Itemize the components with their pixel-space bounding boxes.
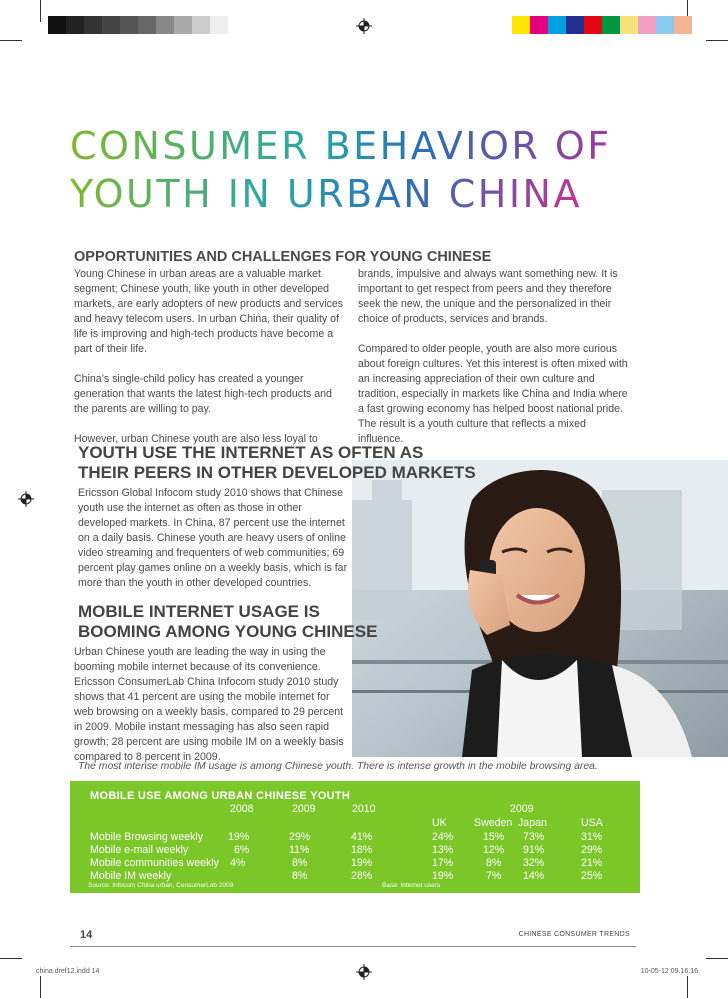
cell: 19% bbox=[351, 857, 373, 869]
table-source: Source: Infocom China urban, ConsumerLab 2009 bbox=[88, 882, 234, 889]
cell: 18% bbox=[351, 844, 373, 856]
page-title-line-1: CONSUMER BEHAVIOR OF bbox=[70, 124, 612, 168]
country-header: Japan bbox=[518, 817, 547, 829]
cell: 13% bbox=[432, 844, 454, 856]
cell: 7% bbox=[486, 870, 502, 882]
registration-mark-icon bbox=[18, 491, 34, 507]
section-heading-opportunities: OPPORTUNITIES AND CHALLENGES FOR YOUNG CHINESE bbox=[74, 249, 492, 265]
cell: 8% bbox=[292, 870, 308, 882]
woman-on-phone-photo bbox=[352, 460, 728, 757]
cell: 21% bbox=[581, 857, 603, 869]
paragraph: Compared to older people, youth are also more curious about foreign cultures. Yet this interest is often mixed with an increasing appreciation of their own culture and tradition, especially in markets like China and India where a fast growing economy has helped boost national pride. The result is a youth culture that reflects a mixed influence. bbox=[358, 343, 628, 445]
section3-body: Urban Chinese youth are leading the way in using the booming mobile internet because of its convenience. Ericsson ConsumerLab China Infocom study 2010 study shows that 41 percent are using the mobile internet for web browsing on a weekly basis, compared to 29 percent in 2009. Mobile instant messaging has also seen rapid growth; 28 percent are using mobile IM on a weekly basis compared to 8 percent in 2009. bbox=[74, 646, 344, 763]
section-heading-mobile-internet bbox=[78, 602, 377, 642]
page-number: 14 bbox=[80, 929, 93, 941]
paragraph: brands, impulsive and always want something new. It is important to get respect from peers and they therefore seek the new, the unique and the personalized in their choice of products, services and brands. bbox=[358, 268, 618, 325]
heading-line: THEIR PEERS IN OTHER DEVELOPED MARKETS bbox=[78, 463, 476, 482]
registration-mark-icon bbox=[356, 18, 372, 34]
section1-column-1 bbox=[74, 267, 346, 462]
row-label: Mobile Browsing weekly bbox=[90, 831, 204, 843]
page-title-line-2: YOUTH IN URBAN CHINA bbox=[70, 172, 582, 216]
crop-mark bbox=[0, 40, 22, 41]
crop-mark bbox=[0, 958, 22, 959]
cell: 17% bbox=[432, 857, 454, 869]
cell: 91% bbox=[523, 844, 545, 856]
grayscale-bar bbox=[48, 16, 228, 34]
heading-line: MOBILE INTERNET USAGE IS bbox=[78, 602, 320, 621]
paragraph: China’s single-child policy has created a younger generation that wants the latest high-tech products and the parents are willing to pay. bbox=[74, 373, 332, 415]
cell: 24% bbox=[432, 831, 454, 843]
row-label: Mobile IM weekly bbox=[90, 870, 172, 882]
cell: 29% bbox=[289, 831, 311, 843]
cell: 12% bbox=[483, 844, 505, 856]
crop-mark bbox=[687, 976, 688, 998]
row-label: Mobile communities weekly bbox=[90, 857, 219, 869]
paragraph: Young Chinese in urban areas are a valuable market segment; Chinese youth, like youth in other developed markets, are early adopters of new products and services and heavy telecom users. In urban China, their quality of life is improving and high-tech products have become a part of their life. bbox=[74, 268, 344, 355]
cell: 19% bbox=[228, 831, 250, 843]
cell: 73% bbox=[523, 831, 545, 843]
country-header: USA bbox=[581, 817, 603, 829]
country-header: UK bbox=[432, 817, 447, 829]
photo-illustration bbox=[352, 460, 728, 757]
crop-mark bbox=[40, 0, 41, 22]
cell: 11% bbox=[289, 844, 310, 856]
year-header: 2008 bbox=[230, 803, 254, 815]
section2-body: Ericsson Global Infocom study 2010 shows that Chinese youth use the internet as often as those in other developed markets. In China, 87 percent use the internet on a daily basis. Chinese youth are heavy users of online video streaming and frequenters of web communities; 69 percent play games online on a weekly basis, which is far more than the youth in other developed countries. bbox=[78, 487, 348, 589]
year-header: 2010 bbox=[352, 803, 376, 815]
cell: 32% bbox=[523, 857, 545, 869]
row-label: Mobile e-mail weekly bbox=[90, 844, 189, 856]
crop-mark bbox=[706, 958, 728, 959]
figure-caption: The most intense mobile IM usage is among Chinese youth. There is intense growth in the mobile browsing area. bbox=[78, 761, 598, 772]
country-header: Sweden bbox=[474, 817, 513, 829]
mobile-use-table bbox=[70, 781, 640, 893]
cell: 8% bbox=[292, 857, 308, 869]
cell: 8% bbox=[486, 857, 502, 869]
cell: 25% bbox=[581, 870, 603, 882]
section-heading-youth-internet bbox=[78, 443, 476, 483]
cell: 19% bbox=[432, 870, 454, 882]
crop-mark bbox=[706, 40, 728, 41]
color-bar bbox=[512, 16, 692, 34]
heading-line: YOUTH USE THE INTERNET AS OFTEN AS bbox=[78, 443, 424, 462]
footer-rule bbox=[70, 946, 636, 947]
cell: 28% bbox=[351, 870, 373, 882]
paragraph: However, urban Chinese youth are also less loyal to bbox=[74, 433, 318, 445]
crop-mark bbox=[40, 976, 41, 998]
cell: 14% bbox=[523, 870, 545, 882]
group-year-header: 2009 bbox=[510, 803, 534, 815]
registration-mark-icon bbox=[356, 964, 372, 980]
table-title: MOBILE USE AMONG URBAN CHINESE YOUTH bbox=[90, 790, 351, 802]
cell: 29% bbox=[581, 844, 603, 856]
slug-timestamp: 10-05-12 09.16.16 bbox=[640, 968, 698, 975]
running-title: CHINESE CONSUMER TRENDS bbox=[518, 931, 630, 938]
cell: 4% bbox=[230, 857, 246, 869]
cell: 15% bbox=[483, 831, 505, 843]
cell: 41% bbox=[351, 831, 373, 843]
year-header: 2009 bbox=[292, 803, 316, 815]
heading-line: BOOMING AMONG YOUNG CHINESE bbox=[78, 622, 378, 641]
cell: 31% bbox=[581, 831, 603, 843]
table-base: Base: Internet users bbox=[382, 882, 441, 889]
cell: 6% bbox=[234, 844, 250, 856]
slug-filename: china dref12.indd 14 bbox=[36, 968, 100, 975]
section1-column-2 bbox=[358, 267, 634, 462]
